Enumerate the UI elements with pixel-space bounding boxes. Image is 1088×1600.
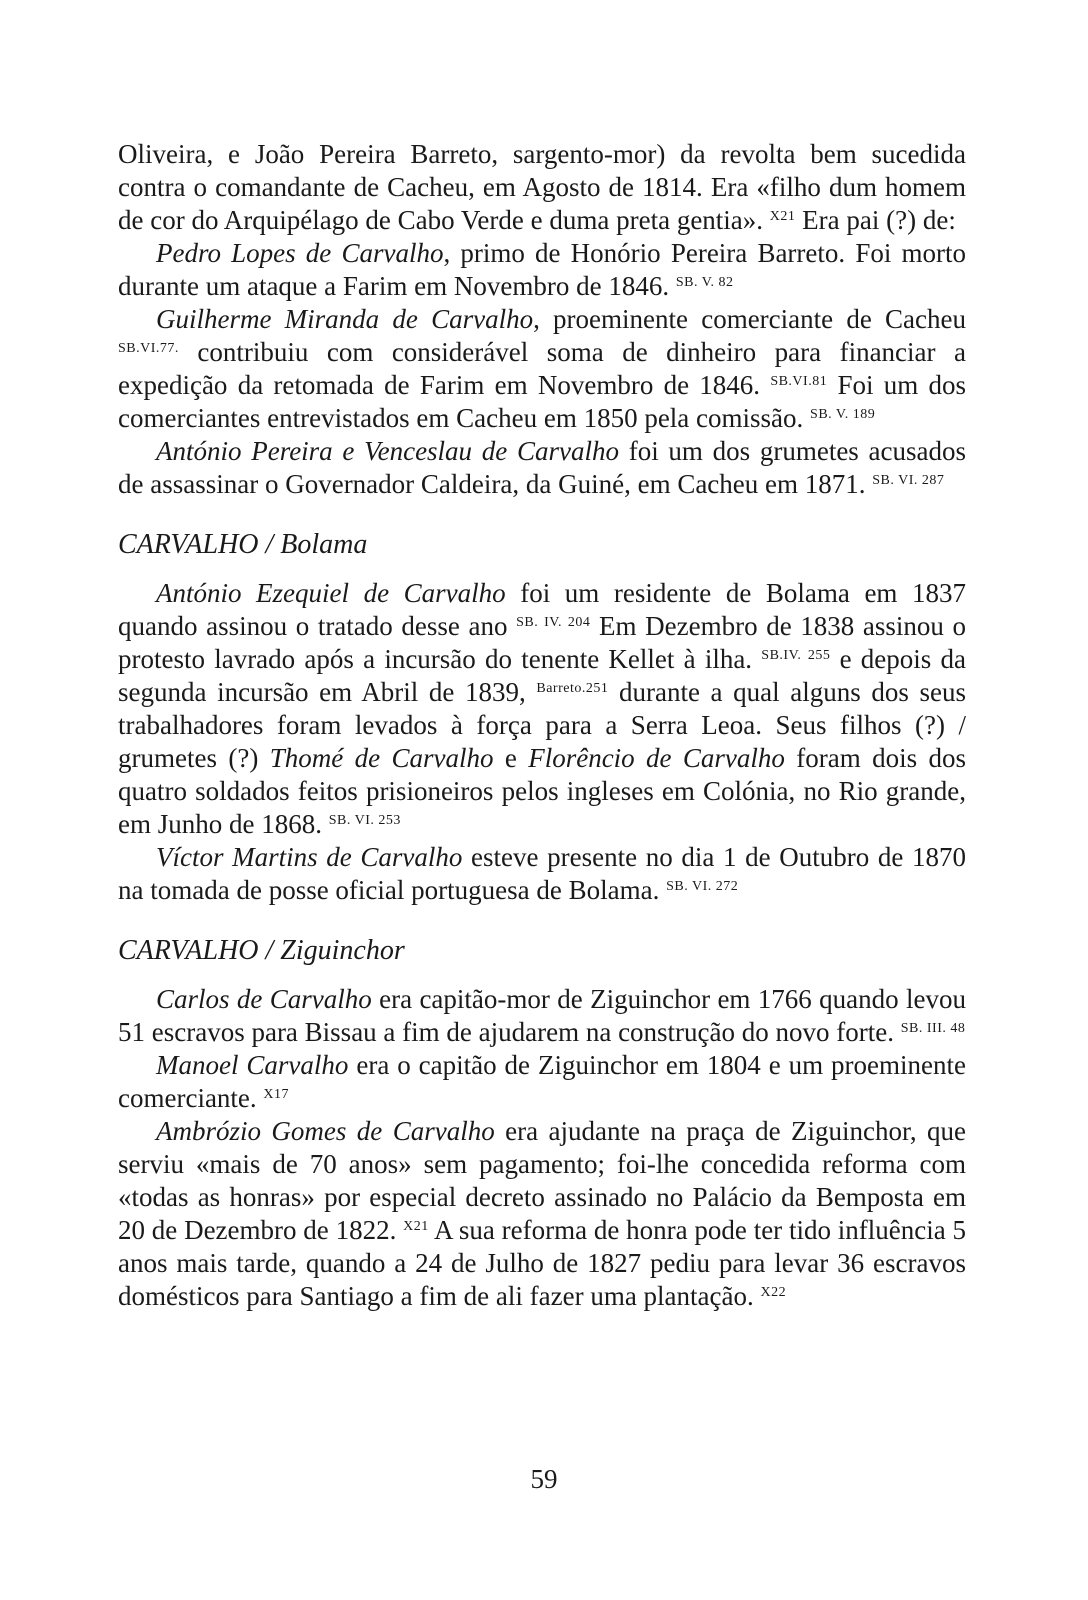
- text-run: Foi um dos comerciantes entrevistados em Cacheu em 1850 pela comissão.: [118, 370, 966, 433]
- paragraph: [118, 1115, 966, 1313]
- paragraph: [118, 1049, 966, 1115]
- footnote-reference: SB. VI. 287: [872, 473, 945, 488]
- italic-name: António Pereira e Venceslau de Carvalho: [156, 436, 619, 466]
- text-run: contribuiu com considerável soma de dinheiro para financiar a expedição da retomada de Farim em Novembro de 1846.: [118, 337, 966, 400]
- italic-name: Ambrózio Gomes de Carvalho: [156, 1116, 495, 1146]
- text-run: durante a qual alguns dos seus trabalhadores foram levados à força para a Serra Leoa. Seus filhos (?) / grumetes (?): [118, 677, 966, 773]
- footnote-reference: SB. V. 82: [675, 275, 734, 290]
- footnote-reference: X22: [760, 1285, 787, 1300]
- text-run: foi um dos grumetes acusados de assassinar o Governador Caldeira, da Guiné, em Cacheu em 1871.: [118, 436, 966, 499]
- italic-name: Víctor Martins de Carvalho: [156, 842, 463, 872]
- italic-name: Thomé de Carvalho: [269, 743, 494, 773]
- footnote-reference: SB. VI. 253: [328, 813, 401, 828]
- italic-name: Florêncio de Carvalho: [528, 743, 785, 773]
- italic-name: Guilherme Miranda de Carvalho: [156, 304, 534, 334]
- page-number: 59: [530, 1464, 558, 1494]
- section-heading: [118, 525, 966, 565]
- footnote-reference: SB.VI.77.: [118, 341, 179, 356]
- text-run: e depois da segunda incursão em Abril de 1839,: [118, 644, 966, 707]
- text-run: Oliveira, e João Pereira Barreto, sargento-mor) da revolta bem sucedida contra o comandante de Cacheu, em Agosto de 1814. Era «filho dum homem de cor do Arquipélago de Cabo Verde e duma preta gentia».: [118, 139, 966, 235]
- paragraph: [118, 138, 966, 237]
- text-run: era capitão-mor de Ziguinchor em 1766 quando levou 51 escravos para Bissau a fim de ajudarem na construção do novo forte.: [118, 984, 966, 1047]
- italic-name: Carlos de Carvalho: [156, 984, 372, 1014]
- footnote-reference: X21: [769, 209, 796, 224]
- page-body: [118, 138, 966, 1313]
- footnote-reference: SB.VI.81: [770, 374, 828, 389]
- text-run: esteve presente no dia 1 de Outubro de 1870 na tomada de posse oficial portuguesa de Bolama.: [118, 842, 967, 905]
- text-run: Em Dezembro de 1838 assinou o protesto lavrado após a incursão do tenente Kellet à ilha.: [118, 611, 967, 674]
- text-run: era o capitão de Ziguinchor em 1804 e um proeminente comerciante.: [118, 1050, 966, 1113]
- footnote-reference: X21: [403, 1219, 429, 1234]
- paragraph: [118, 983, 966, 1049]
- italic-name: Pedro Lopes de Carvalho: [156, 238, 444, 268]
- italic-name: Manoel Carvalho: [156, 1050, 349, 1080]
- text-run: e: [493, 743, 529, 773]
- text-run: , proeminente comerciante de Cacheu: [533, 304, 966, 334]
- paragraph: [118, 237, 966, 303]
- text-run: foi um residente de Bolama em 1837 quando assinou o tratado desse ano: [118, 578, 967, 641]
- text-run: CARVALHO / Ziguinchor: [118, 935, 405, 966]
- text-run: CARVALHO / Bolama: [118, 529, 368, 560]
- paragraph: [118, 577, 966, 841]
- paragraph: [118, 303, 966, 435]
- footnote-reference: SB. III. 48: [900, 1021, 966, 1036]
- text-run: foram dois dos quatro soldados feitos prisioneiros pelos ingleses em Colónia, no Rio grande, em Junho de 1868.: [118, 743, 967, 839]
- paragraph: [118, 435, 966, 501]
- footnote-reference: X17: [263, 1087, 290, 1102]
- text-run: era ajudante na praça de Ziguinchor, que serviu «mais de 70 anos» sem pagamento; foi-lhe concedida reforma com «todas as honras» por especial decreto assinado no Palácio da Bemposta em 20 de Dezembro de 1822.: [118, 1116, 966, 1245]
- paragraph: [118, 841, 966, 907]
- footnote-reference: SB. VI. 272: [666, 879, 739, 894]
- text-run: A sua reforma de honra pode ter tido influência 5 anos mais tarde, quando a 24 de Julho de 1827 pediu para levar 36 escravos domésticos para Santiago a fim de ali fazer uma plantação.: [118, 1215, 966, 1311]
- text-run: Era pai (?) de:: [795, 205, 956, 235]
- italic-name: António Ezequiel de Carvalho: [156, 578, 506, 608]
- text-run: , primo de Honório Pereira Barreto. Foi morto durante um ataque a Farim em Novembro de 1846.: [118, 238, 966, 301]
- section-heading: [118, 931, 966, 971]
- footnote-reference: SB. IV. 204: [516, 615, 591, 630]
- footnote-reference: SB. V. 189: [810, 407, 876, 422]
- footnote-reference: Barreto.251: [536, 681, 609, 696]
- footnote-reference: SB.IV. 255: [761, 648, 831, 663]
